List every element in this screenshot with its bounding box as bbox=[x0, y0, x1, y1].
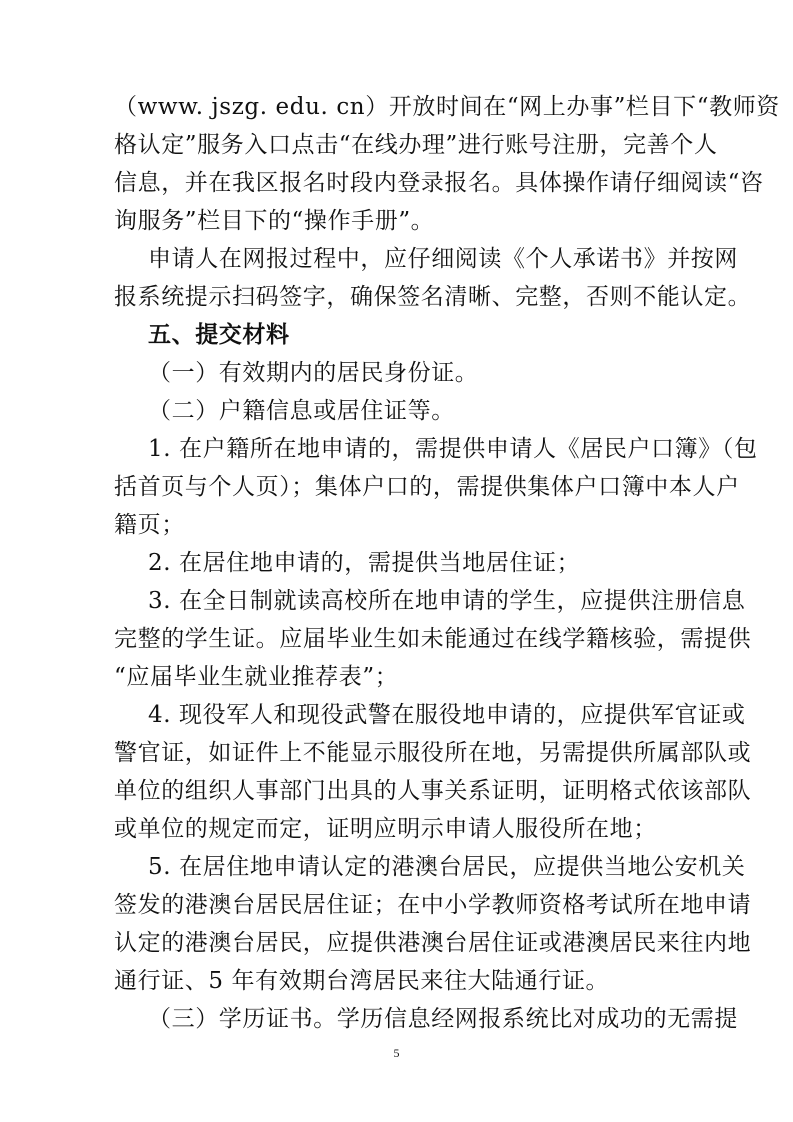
paragraph-2-line-1: 申请人在网报过程中，应仔细阅读《个人承诺书》并按网 bbox=[148, 246, 738, 272]
item-3-line-1: （三）学历证书。学历信息经网报系统比对成功的无需提 bbox=[148, 1006, 738, 1032]
sub-item-5-line-4: 通行证、5 年有效期台湾居民来往大陆通行证。 bbox=[114, 968, 610, 994]
item-1: （一）有效期内的居民身份证。 bbox=[148, 360, 479, 386]
sub-item-3-line-1: 3. 在全日制就读高校所在地申请的学生，应提供注册信息 bbox=[148, 588, 746, 614]
sub-item-3-line-3: “应届毕业生就业推荐表”； bbox=[114, 664, 399, 690]
sub-item-4-line-4: 或单位的规定而定，证明应明示申请人服役所在地； bbox=[114, 816, 657, 842]
sub-item-5-line-1: 5. 在居住地申请认定的港澳台居民，应提供当地公安机关 bbox=[148, 854, 746, 880]
sub-item-2-line-1: 2. 在居住地申请的，需提供当地居住证； bbox=[148, 550, 581, 576]
section-heading: 五、提交材料 bbox=[148, 322, 290, 348]
sub-item-1-line-2: 括首页与个人页）；集体户口的，需提供集体户口簿中本人户 bbox=[114, 474, 740, 500]
sub-item-4-line-1: 4. 现役军人和现役武警在服役地申请的，应提供军官证或 bbox=[148, 702, 746, 728]
sub-item-3-line-2: 完整的学生证。应届毕业生如未能通过在线学籍核验，需提供 bbox=[114, 626, 752, 652]
sub-item-1-line-1: 1. 在户籍所在地申请的，需提供申请人《居民户口簿》（包 bbox=[148, 436, 758, 462]
sub-item-4-line-2: 警官证，如证件上不能显示服役所在地，另需提供所属部队或 bbox=[114, 740, 752, 766]
sub-item-1-line-3: 籍页； bbox=[114, 512, 185, 538]
paragraph-2-line-2: 报系统提示扫码签字，确保签名清晰、完整，否则不能认定。 bbox=[114, 284, 752, 310]
sub-item-5-line-3: 认定的港澳台居民，应提供港澳台居住证或港澳居民来往内地 bbox=[114, 930, 752, 956]
page-number: 5 bbox=[393, 1046, 400, 1060]
paragraph-1-line-3: 信息，并在我区报名时段内登录报名。具体操作请仔细阅读“咨 bbox=[114, 170, 764, 196]
sub-item-5-line-2: 签发的港澳台居民居住证；在中小学教师资格考试所在地申请 bbox=[114, 892, 752, 918]
paragraph-1-line-2: 格认定”服务入口点击“在线办理”进行账号注册，完善个人 bbox=[114, 132, 718, 158]
paragraph-1-line-1: （www. jszg. edu. cn）开放时间在“网上办事”栏目下“教师资 bbox=[114, 94, 780, 120]
item-2: （二）户籍信息或居住证等。 bbox=[148, 398, 455, 424]
sub-item-4-line-3: 单位的组织人事部门出具的人事关系证明，证明格式依该部队 bbox=[114, 778, 752, 804]
paragraph-1-line-4: 询服务”栏目下的“操作手册”。 bbox=[114, 208, 435, 234]
